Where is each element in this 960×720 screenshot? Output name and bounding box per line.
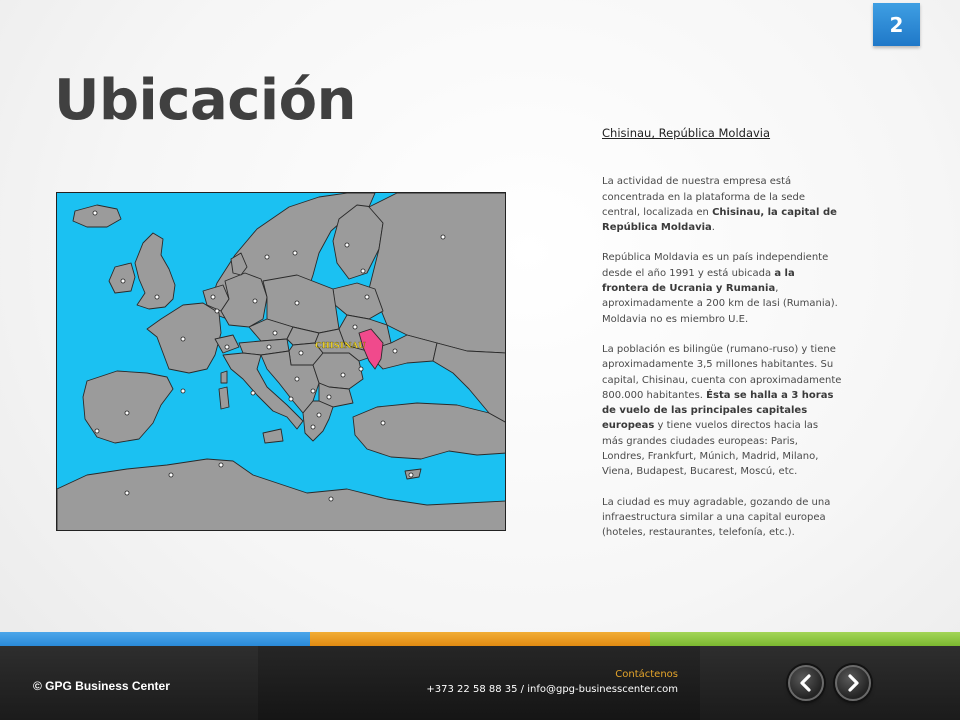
page-title: Ubicación xyxy=(54,68,356,133)
europe-map xyxy=(56,192,506,531)
slide-number-badge xyxy=(873,3,920,46)
paragraph-city: La ciudad es muy agradable, gozando de una infraestructura similar a una capital europea (hoteles, restaurantes, telefonía, etc.). xyxy=(602,496,831,539)
paragraph-moldova-end: , aproximadamente a 200 km de Iasi (Rumania). Moldavia no es miembro U.E. xyxy=(602,283,838,325)
accent-color-bar xyxy=(0,632,960,646)
content-heading: Chisinau, República Moldavia xyxy=(602,126,771,140)
footer-center-panel xyxy=(258,646,700,720)
paragraph-company-bold: Chisinau, la capital de República Moldavia xyxy=(602,206,837,234)
slide-number: 2 xyxy=(889,12,904,37)
accent-bar-orange xyxy=(310,632,650,646)
paragraph-company-end: . xyxy=(711,222,715,234)
corsica-landmass xyxy=(221,371,227,383)
accent-bar-blue xyxy=(0,632,310,646)
paragraph-moldova-text: República Moldavia es un país independiente desde el año 1991 y está ubicada xyxy=(602,252,829,279)
paragraph-moldova-bold: a la frontera de Ucrania y Rumania xyxy=(602,267,795,295)
copyright-text: © GPG Business Center xyxy=(33,679,170,693)
paragraph-population xyxy=(602,342,842,480)
previous-slide-button[interactable] xyxy=(788,665,824,701)
map-city-label: CHISINAU xyxy=(315,341,366,351)
chevron-right-icon xyxy=(845,674,861,692)
turkey-landmass xyxy=(353,403,506,459)
footer xyxy=(0,646,960,720)
paragraph-population-bold: Ésta se halla a 3 horas de vuelo de las principales capitales europeas xyxy=(602,389,834,432)
contact-label: Contáctenos xyxy=(615,669,678,680)
paragraph-moldova xyxy=(602,250,842,326)
accent-bar-green xyxy=(650,632,960,646)
paragraph-company xyxy=(602,174,842,235)
germany-landmass xyxy=(221,273,267,327)
sardinia-landmass xyxy=(219,387,229,409)
paragraph-population-text: La población es bilingüe (rumano-ruso) y tiene aproximadamente 3,5 millones habitantes. Su capital, Chisinau, cuenta con aproximadamente 800.000 habitantes. xyxy=(602,343,842,401)
paragraph-company-text: La actividad de nuestra empresa está concentrada en la plataforma de la sede central, localizada en xyxy=(602,176,806,218)
paragraph-population-end: y tiene vuelos directos hacia las más grandes ciudades europeas: Paris, Londres, Frankfurt, Múnich, Madrid, Milano, Viena, Budapest, Bucarest, Moscú, etc. xyxy=(602,420,819,478)
content-column xyxy=(602,126,842,556)
chevron-left-icon xyxy=(798,674,814,692)
contact-info[interactable]: +373 22 58 88 35 / info@gpg-businesscenter.com xyxy=(426,684,678,695)
next-slide-button[interactable] xyxy=(835,665,871,701)
